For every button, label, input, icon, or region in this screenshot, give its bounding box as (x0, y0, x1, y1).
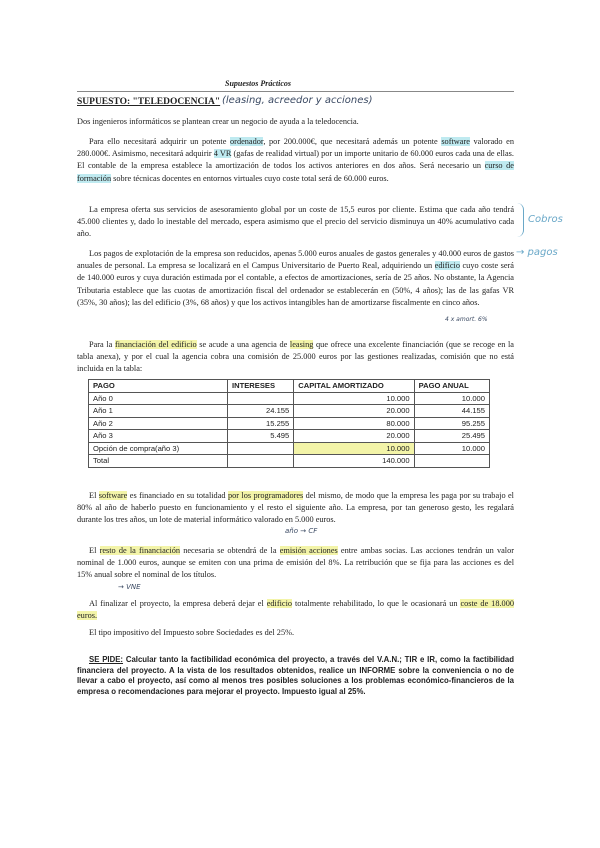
text: es financiado en su totalidad (127, 491, 228, 500)
cell: 95.255 (414, 417, 489, 430)
cell (414, 455, 489, 468)
highlight-software-2: software (98, 491, 128, 500)
cell: 44.155 (414, 405, 489, 418)
cell: 15.255 (228, 417, 294, 430)
paragraph-rehabilitation (77, 598, 514, 622)
header-pago: PAGO (89, 380, 228, 393)
paragraph-software-financing (77, 490, 514, 527)
cell: 20.000 (294, 405, 414, 418)
paragraph-expenses (77, 248, 514, 309)
table-row (89, 392, 490, 405)
cell (228, 455, 294, 468)
table-row (89, 417, 490, 430)
highlight-resto-financiacion: resto de la financiación (99, 546, 181, 555)
cell: 20.000 (294, 430, 414, 443)
highlight-curso: curso de formación (77, 161, 514, 183)
cell: 80.000 (294, 417, 414, 430)
note-cobros: Cobros (528, 214, 563, 225)
text: del mismo, de modo que la empresa les paga por su trabajo el 80% al año de haberlo puesto en funcionamiento y el resto el siguiente año. La empresa, por tan generoso gesto, les regalará durante los tres años, un lote de material informático valorado en 5.000 euros. (77, 491, 514, 525)
text: que ofrece una excelente financiación (que se recoge en la tabla anexa), y por el cual la agencia cobra una comisión de 25.000 euros por las gestiones realizadas, comisión que no está incluida en la tabla: (77, 340, 514, 374)
cell: 25.495 (414, 430, 489, 443)
text: El (89, 491, 99, 500)
page-header: Supuestos Prácticos (225, 79, 292, 88)
highlight-emision-acciones: emisión acciones (279, 546, 338, 555)
text: Para la (89, 340, 115, 349)
cell: 5.495 (228, 430, 294, 443)
text: valorado en 280.000€. Asimismo, necesitará adquirir (77, 137, 514, 159)
text: , por 200.000€, que necesitará además un potente (263, 137, 442, 146)
se-pide-label: SE PIDE: (89, 655, 124, 664)
note-pagos: → pagos (516, 247, 558, 258)
table-row (89, 455, 490, 468)
cell (228, 392, 294, 405)
cell: Año 0 (89, 392, 228, 405)
table-row (89, 442, 490, 455)
brace-cobros (517, 203, 524, 237)
cell: Total (89, 455, 228, 468)
cell: 24.155 (228, 405, 294, 418)
paragraph-services: La empresa oferta sus servicios de asesoramiento global por un coste de 15,5 euros por cliente. Estima que cada año tendrá 45.000 clientes y, dado lo inestable del mercado, espera asimismo que el precio del servicio disminuya un 40% acumulativo cada año. (77, 205, 514, 239)
intro-paragraph: Dos ingenieros informáticos se plantean crear un negocio de ayuda a la teledocencia. (77, 117, 359, 126)
cell: Año 1 (89, 405, 228, 418)
highlight-software: software (441, 137, 470, 146)
header-capital: CAPITAL AMORTIZADO (294, 380, 414, 393)
paragraph-shares (77, 545, 514, 582)
text: (gafas de realidad virtual) por un importe unitario de 60.000 euros cada una de ellas. El contable de la empresa establece la amortización de todos los activos anteriores en dos años. Será necesario un (77, 149, 514, 171)
cell: 10.000 (414, 392, 489, 405)
paragraph-tax: El tipo impositivo del Impuesto sobre Sociedades es del 25%. (89, 628, 295, 637)
text: Al finalizar el proyecto, la empresa deberá dejar el (89, 599, 267, 608)
cell (228, 442, 294, 455)
text: necesaria se obtendrá de la (180, 546, 280, 555)
note-amortizacion: 4 x amort. 6% (445, 316, 488, 323)
highlight-coste-rehabilitacion: coste de 18.000 euros. (77, 599, 514, 621)
highlight-ordenador: ordenador (230, 137, 264, 146)
highlight-leasing: leasing (289, 340, 314, 349)
cell: Opción de compra(año 3) (89, 442, 228, 455)
paragraph-acquisitions (77, 136, 514, 185)
highlight-edificio-2: edificio (266, 599, 293, 608)
header-rule (77, 91, 514, 92)
text: Los pagos de explotación de la empresa son reducidos, apenas 5.000 euros anuales de gastos generales y 40.000 euros de gastos anuales de personal. La empresa se localizará en el Campus Universitario de Puerto Real, adquiriendo un (77, 249, 514, 271)
text: sobre técnicas docentes en entornos virtuales cuyo coste total será de 60.000 euros. (111, 173, 389, 183)
paragraph-leasing (77, 339, 514, 376)
table-header-row (89, 380, 490, 393)
text: totalmente rehabilitado, lo que le ocasionará un (292, 599, 461, 608)
header-intereses: INTERESES (228, 380, 294, 393)
text: entre ambas socias. Las acciones tendrán un valor nominal de 1.000 euros, aunque se emiten con una prima de emisión del 8%. La retribución que se fija para las acciones es del 15% anual sobre el nominal de los títulos. (77, 546, 515, 580)
highlight-programadores: por los programadores (227, 491, 304, 500)
text: cuyo coste será de 140.000 euros y cuya duración estimada por el contable, a efectos de amortizaciones, sería de 25 años. No obstante, la Agencia Tributaria establece que las cuotas de amortización fiscal del ordenador se establecerán en (50%, 4 años); las de las gafas VR (35%, 30 años); las del edificio (3%, 68 años) y que los activos intangibles han de amortizarse fiscalmente en cinco años. (77, 261, 514, 307)
highlight-edificio: edificio (434, 261, 460, 271)
text: se acude a una agencia de (196, 340, 290, 349)
cell: 10.000 (294, 442, 414, 455)
cell: 10.000 (414, 442, 489, 455)
leasing-table (88, 379, 490, 468)
header-pago-anual: PAGO ANUAL (414, 380, 489, 393)
text: El (89, 546, 100, 555)
cell: 140.000 (294, 455, 414, 468)
cell: 10.000 (294, 392, 414, 405)
table-row (89, 430, 490, 443)
highlight-vr: 4 VR (213, 149, 232, 159)
cell: Año 3 (89, 430, 228, 443)
document-title: SUPUESTO: "TELEDOCENCIA" (77, 97, 221, 107)
table-row (89, 405, 490, 418)
note-vne: → VNE (118, 583, 141, 591)
highlight-financiacion-edificio: financiación del edificio (114, 340, 197, 349)
se-pide-text: Calcular tanto la factibilidad económica del proyecto, a través del V.A.N.; TIR e IR, como la factibilidad financiera del proyecto. A la vista de los resultados obtenidos, realice un INFORME sobre la conveniencia o no de llevar a cabo el proyecto, así como al menos tres posibles soluciones a los problemas económico-financieros de la empresa o recomendaciones para mejorar el proyecto. Impuesto igual al 25%. (77, 655, 515, 696)
paragraph-se-pide (77, 655, 514, 697)
note-cf: año → CF (285, 527, 318, 535)
title-handwritten-note: (leasing, acreedor y acciones) (222, 95, 373, 106)
cell: Año 2 (89, 417, 228, 430)
text: Para ello necesitará adquirir un potente (89, 137, 231, 146)
